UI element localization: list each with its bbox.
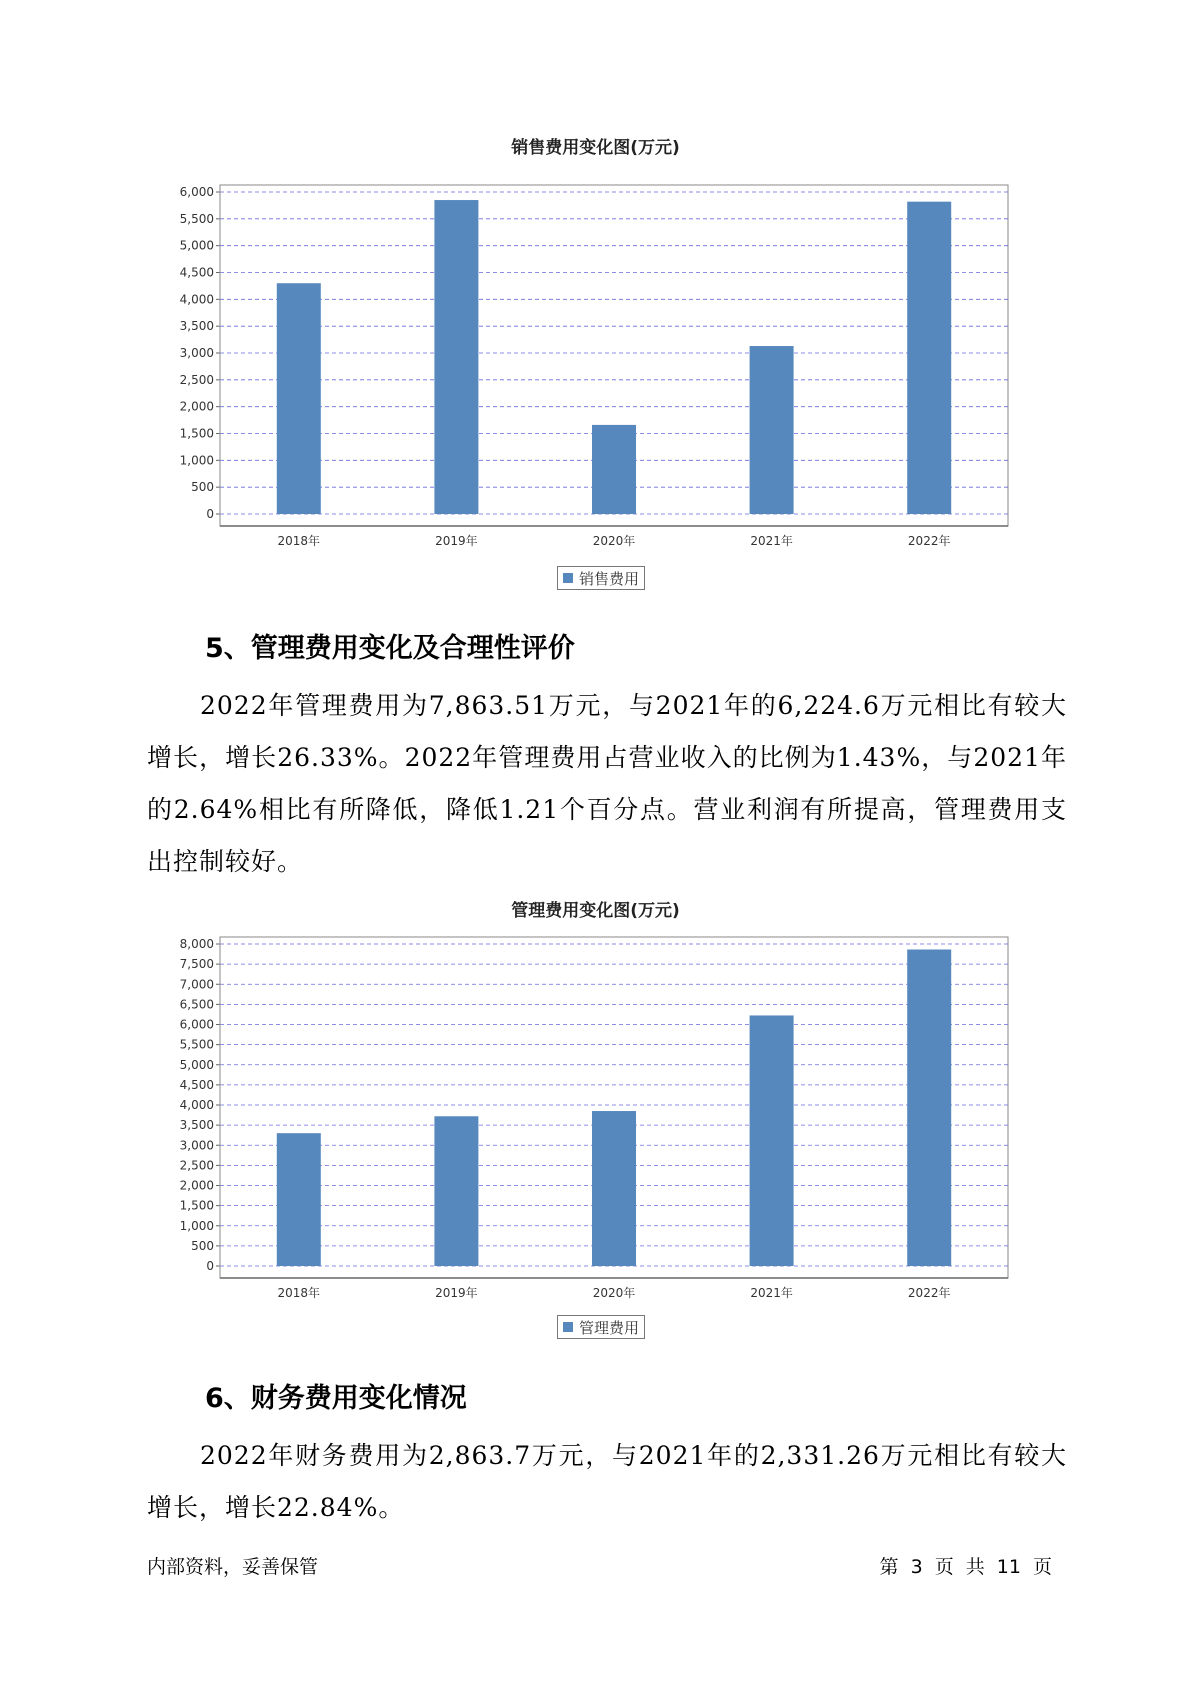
x-tick-label: 2021年 [750,1286,793,1300]
chart-title: 销售费用变化图(万元) [511,138,680,158]
bar [592,1111,636,1266]
y-tick-label: 4,500 [179,265,214,280]
y-tick-label: 0 [206,507,214,521]
y-tick-label: 3,000 [179,346,214,360]
section-paragraph: 2022年管理费用为7,863.51万元，与2021年的6,224.6万元相比有较大增长，增长26.33%。2022年管理费用占营业收入的比例为1.43%，与2021年的2.64%相比有所降低，降低1.21个百分点。营业利润有所提高，管理费用支出控制较好。 [147,691,1067,876]
y-tick-label: 3,500 [179,1118,214,1133]
section-paragraph: 2022年财务费用为2,863.7万元，与2021年的2,331.26万元相比有较大增长，增长22.84%。 [147,1441,1067,1522]
y-tick-label: 4,500 [179,1077,214,1092]
page-number: 第 3 页 共 11 页 [879,1556,1052,1578]
legend-label: 销售费用 [579,569,640,588]
y-tick-label: 1,000 [179,1218,214,1233]
y-tick-label: 4,000 [179,292,214,307]
y-tick-label: 6,500 [179,997,214,1012]
x-tick-label: 2019年 [435,1286,478,1300]
y-tick-label: 6,000 [179,1017,214,1032]
footer-note: 内部资料，妥善保管 [147,1556,319,1578]
y-tick-label: 1,000 [179,453,214,468]
y-tick-label: 0 [206,1259,214,1273]
y-tick-label: 3,500 [179,319,214,334]
y-tick-label: 2,500 [179,372,214,387]
chart-title: 管理费用变化图(万元) [511,901,680,921]
y-tick-label: 5,000 [179,1057,214,1072]
y-tick-label: 500 [191,480,214,495]
bar [277,1133,321,1266]
x-tick-label: 2022年 [907,534,951,548]
y-tick-label: 7,500 [179,957,214,972]
x-tick-label: 2018年 [277,534,321,548]
x-tick-label: 2019年 [435,534,478,548]
section-heading: 5、管理费用变化及合理性评价 [205,633,575,664]
y-tick-label: 5,000 [179,238,214,253]
y-tick-label: 5,500 [179,1037,214,1052]
bar [434,1116,478,1266]
y-tick-label: 1,500 [179,1198,214,1213]
legend-label: 管理费用 [579,1318,640,1337]
bar [750,1015,794,1266]
y-tick-label: 1,500 [179,426,214,441]
y-tick-label: 500 [191,1238,214,1253]
y-tick-label: 2,000 [179,399,214,414]
x-tick-label: 2020年 [592,534,636,548]
y-tick-label: 2,500 [179,1158,214,1173]
y-tick-label: 4,000 [179,1098,214,1112]
x-tick-label: 2021年 [750,534,793,548]
y-tick-label: 2,000 [179,1178,214,1193]
legend-swatch [563,1322,573,1332]
y-tick-label: 6,000 [179,185,214,199]
x-tick-label: 2020年 [592,1286,636,1300]
x-tick-label: 2018年 [277,1286,321,1300]
x-tick-label: 2022年 [907,1286,951,1300]
section-heading: 6、财务费用变化情况 [205,1383,467,1414]
y-tick-label: 7,000 [179,977,214,992]
y-tick-label: 3,000 [179,1138,214,1153]
y-tick-label: 8,000 [179,937,214,951]
y-tick-label: 5,500 [179,211,214,226]
chart-legend [557,1315,645,1339]
bar [907,949,951,1266]
